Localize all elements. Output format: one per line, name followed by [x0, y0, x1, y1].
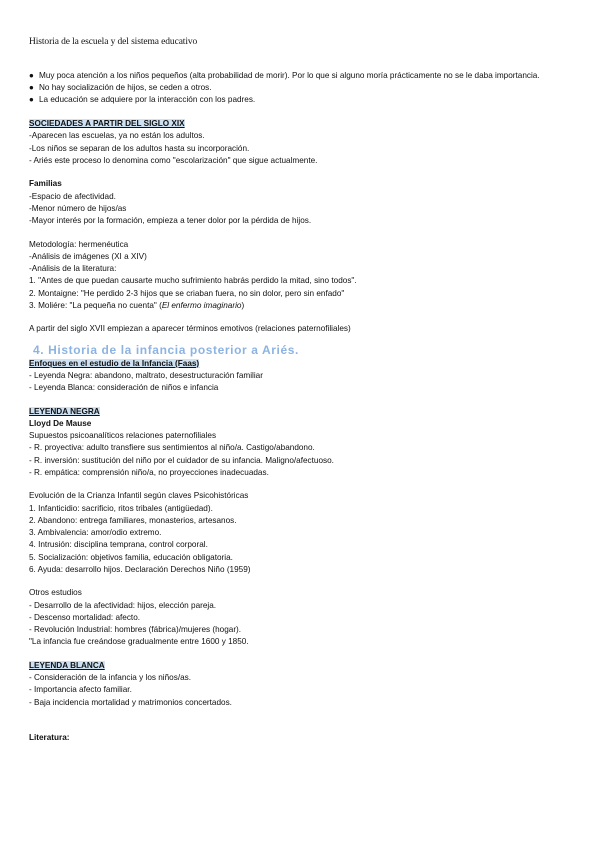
- leyenda-blanca-heading: LEYENDA BLANCA: [29, 660, 105, 670]
- leyenda-blanca-line: - Importancia afecto familiar.: [29, 685, 132, 695]
- otros-line: - Descenso mortalidad: afecto.: [29, 612, 141, 622]
- leyenda-negra-line: - R. empática: comprensión niño/a, no proyecciones inadecuadas.: [29, 467, 269, 477]
- section-4-line: - Leyenda Blanca: consideración de niños e infancia: [29, 383, 219, 393]
- evolucion-item: 6. Ayuda: desarrollo hijos. Declaración Derechos Niño (1959): [29, 564, 251, 574]
- otros-line: - Desarrollo de la afectividad: hijos, elección pareja.: [29, 600, 217, 610]
- leyenda-negra-heading: LEYENDA NEGRA: [29, 406, 100, 416]
- bullet-icon: ●: [29, 95, 34, 105]
- evolucion-item: 1. Infanticidio: sacrificio, ritos tribales (antigüedad).: [29, 503, 213, 513]
- evolucion-item: 5. Socialización: objetivos familia, educación obligatoria.: [29, 552, 233, 562]
- metodologia-moliere: 3. Moliére: "La pequeña no cuenta" (El enfermo imaginario): [29, 300, 245, 310]
- bullet-icon: ●: [29, 83, 34, 93]
- leyenda-negra-subtitle: Supuestos psicoanalíticos relaciones paternofiliales: [29, 431, 217, 441]
- familias-line: -Menor número de hijos/as: [29, 203, 127, 213]
- evolucion-item: 4. Intrusión: disciplina temprana, control corporal.: [29, 540, 208, 550]
- evolucion-item: 2. Abandono: entrega familiares, monasterios, artesanos.: [29, 515, 237, 525]
- otros-line: "La infancia fue creándose gradualmente entre 1600 y 1850.: [29, 637, 249, 647]
- metodologia-line: 1. "Antes de que puedan causarte mucho sufrimiento habrás perdido la mitad, sino todos".: [29, 276, 357, 286]
- metodologia-line: -Análisis de imágenes (XI a XIV): [29, 251, 147, 261]
- literatura-heading: Literatura:: [29, 732, 70, 742]
- sociedades-line: - Ariés este proceso lo denomina como "escolarización" que sigue actualmente.: [29, 155, 318, 165]
- metodologia-heading: Metodología: hermenéutica: [29, 239, 129, 249]
- otros-heading: Otros estudios: [29, 588, 82, 598]
- siglo-xvii-line: A partir del siglo XVII empiezan a aparecer términos emotivos (relaciones paternofiliales): [29, 324, 351, 334]
- bullet-icon: ●: [29, 71, 34, 80]
- leyenda-blanca-line: - Consideración de la infancia y los niños/as.: [29, 673, 192, 683]
- section-4-title: 4. Historia de la infancia posterior a Ariés.: [33, 342, 299, 357]
- metodologia-line: 2. Montaigne: "He perdido 2-3 hijos que se criaban fuera, no sin dolor, pero sin enfado": [29, 288, 345, 298]
- leyenda-negra-line: - R. inversión: sustitución del niño por el cuidador de su infancia. Maligno/afectuoso.: [29, 455, 334, 465]
- intro-bullet-3: ● La educación se adquiere por la interacción con los padres.: [29, 94, 574, 106]
- evolucion-item: 3. Ambivalencia: amor/odio extremo.: [29, 528, 162, 538]
- section-4-subheading: Enfoques en el estudio de la Infancia (Faas): [29, 358, 200, 368]
- document-body: [29, 70, 574, 744]
- leyenda-negra-author: Lloyd De Mause: [29, 418, 92, 428]
- sociedades-heading: SOCIEDADES A PARTIR DEL SIGLO XIX: [29, 119, 185, 129]
- otros-line: - Revolución Industrial: hombres (fábrica)/mujeres (hogar).: [29, 625, 242, 635]
- familias-heading: Familias: [29, 179, 62, 189]
- metodologia-line: -Análisis de la literatura:: [29, 264, 117, 274]
- sociedades-line: -Aparecen las escuelas, ya no están los adultos.: [29, 131, 205, 141]
- familias-line: -Mayor interés por la formación, empieza a tener dolor por la pérdida de hijos.: [29, 216, 312, 226]
- section-4-line: - Leyenda Negra: abandono, maltrato, desestructuración familiar: [29, 370, 263, 380]
- leyenda-negra-line: - R. proyectiva: adulto transfiere sus sentimientos al niño/a. Castigo/abandono.: [29, 443, 315, 453]
- leyenda-blanca-line: - Baja incidencia mortalidad y matrimonios concertados.: [29, 697, 232, 707]
- moliere-work-title: El enfermo imaginario: [161, 300, 242, 310]
- evolucion-heading: Evolución de la Crianza Infantil según claves Psicohistóricas: [29, 491, 249, 501]
- document-header: Historia de la escuela y del sistema educativo: [29, 37, 198, 47]
- intro-bullet-1: ● Muy poca atención a los niños pequeños (alta probabilidad de morir). Por lo que si alguno moría prácticamente no se le daba importancia.: [29, 70, 574, 82]
- sociedades-line: -Los niños se separan de los adultos hasta su incorporación.: [29, 143, 250, 153]
- familias-line: -Espacio de afectividad.: [29, 191, 116, 201]
- intro-bullet-2: ● No hay socialización de hijos, se ceden a otros.: [29, 82, 574, 94]
